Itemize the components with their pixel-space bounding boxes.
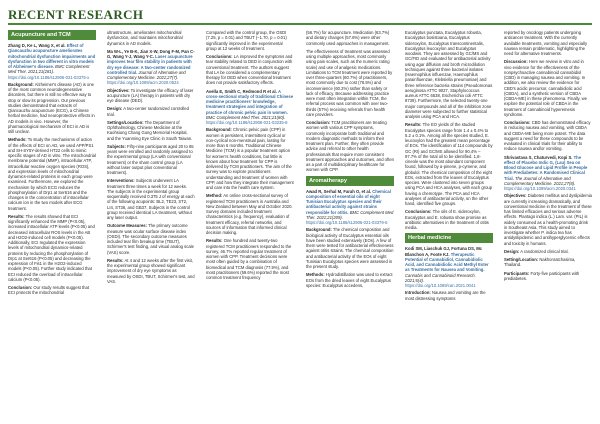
para-text: The chemical composition and biological activity of Eucalyptus essential oils have been studied extensively (EOs). A few of them were tested for antibacterial effectiveness against otitis strains. The chemical composition and antibacterial activity of the EOs of eight Tunisian Eucalyptus species were assessed in the present study. xyxy=(306,227,394,269)
ref-authors: Shrivastava S, Chaturvedi, Kopi S. xyxy=(504,154,573,160)
ref-title[interactable]: Chemical composition of essential oils of eight Tunisian Eucalyptus species and their antibacterial activity against strains responsible for otitis. xyxy=(306,188,391,215)
para-label: Settings/Location: xyxy=(107,119,144,125)
para-label: Results: xyxy=(8,213,25,219)
para-text: To study the mechanisms of action of the effects of ECI on AD, we used APP/PS1 and SH-SY5Y-derived HT22 cells to mimic specific stages of AD in vitro. The mitochondrial membrane potential (MMP), intracellular ATP, intracellular reactive oxygen species (ROS), and expression levels of mitochondrial dynamics-related proteins in each group were examined. Furthermore, we explored the mechanism by which ECG reduces the phosphorylation of Drp1 at Ser616 and the changes in the concentration of intracellular calcium ion in the two models after ECG treatment. xyxy=(8,137,96,211)
ref-source: BMC Complement Med Ther. 2021;21(80). xyxy=(206,114,286,120)
abstract-paragraph xyxy=(107,144,195,176)
page-title: RECENT RESEARCH xyxy=(8,7,144,22)
ref-source: Journal of Alternative and Complementary Medicine. 2021;27(7). xyxy=(107,69,186,80)
para-label: Design: xyxy=(504,248,520,254)
para-label: Design: xyxy=(107,106,123,112)
para-label: Conclusion: xyxy=(8,285,33,290)
para-text: The EO yields of the studied Eucalyptus species range from 1.4 ± 0.4% to 5.2 ± 0.1%. Among all the species studied, E. leucoxylon had the greatest mean percentage of EOs. The identification of 114 compounds by GC (RI) and GC/MS allowed for 90.4% – 97.7% of the total oil to be identified. 1,8-cineole was the most abundant component found, followed by α-pinene, p-cymene, and globulol. The chemical composition of the eight EOs, extracted from the leaves of Eucalyptus species. Were clustered into seven groups using PCA and HCA analyses, with each group having a chemotype. The PCA and HCA analyses of antibacterial activity, on the other hand, identified five groups. xyxy=(405,122,493,206)
para-label: Conclusions: xyxy=(206,54,233,59)
abstract-paragraph xyxy=(8,137,96,211)
para-text: Eucalyptus punctata, Eucalyptus robusta, Eucalyptus bosistoana, Eucalyptus sideroxylon, Eucalyptus transcontinentalis, Eucalyptus leucoxylon and Eucalyptus woodwis. They are assessed by GC/MS and GC/FID and evaluated for antibacterial activity using agar diffusion and broth microdilution techniques against three bacterial isolates (Haemophilus influenzae, Haemophilus parainfluenzae, Klebsiella pneumoniae) and three reference bacteria strains (Pseudomonas aeruginosa ATTC 9027, Staphylococcus aureus ATTC 6538, Escherichia coli ATTC 8739). Furthermore, the selected twenty-one major compounds and all of the inhibition zone diameter were subjected to further statistical analysis using PCA and HCA. xyxy=(405,30,493,119)
para-label: Results: xyxy=(107,257,124,263)
para-text: A randomized clinical trial. xyxy=(519,248,569,254)
abstract-paragraph xyxy=(206,238,294,280)
ref-doi-link[interactable]: https://doi.org/10.1186/s12906-021-03235-8 xyxy=(206,120,288,125)
abstract-paragraph xyxy=(107,106,195,117)
para-text: Hydrodistillation was used to extract EOs from the dried leaves of eight Eucalyptus species: Eucalyptus accedens, xyxy=(306,272,393,288)
para-label: Background: xyxy=(8,81,34,87)
para-label: Discussion: xyxy=(504,59,528,65)
para-text: An online cross-sectional survey of registered TCM practitioners in Australia and New Zealand between May and October 2020. Survey domains included treatment characteristics (e.g. frequency), evaluation of treatment efficacy, referral networks, and sources of information that informed clinical decision making. xyxy=(206,193,293,235)
reference-citation xyxy=(8,43,96,80)
para-text: The Department of Ophthalmology, Chinese Medicine at the Kaohsiung Chang Gung Memorial Hospital, and the Yuanming Eye Clinic in South Taiwan. xyxy=(107,119,193,141)
para-text: CBD has demonstrated efficacy in reducing nausea and vomiting, with CBDA and CBDA-ME being more potent. The data suggest a need for these compounds to be evaluated in clinical trials for their ability to reduce nausea and/or vomiting. xyxy=(504,120,591,152)
abstract-paragraph xyxy=(504,257,592,268)
ref-title[interactable]: Effect of Qiancauzhu acupuncture ameliorates mitochondrial dysfunction impairments and dysfunction in two different in vitro models of Alzheimer's disease. xyxy=(8,43,96,69)
ref-authors: Awad R, Serhal M, Farah O, et al. xyxy=(306,188,372,194)
abstract-paragraph xyxy=(107,178,195,220)
page-header xyxy=(8,6,592,26)
para-label: Objectives: xyxy=(504,193,527,199)
column-5 xyxy=(405,30,493,420)
para-label: Outcome Measures: xyxy=(107,223,148,229)
para-text: At 4 and 12 weeks after the first visit, the experimental group showed significant improvement of dry eye symptoms as measured by OSDI, TBUT, Schirmer's test, and VAS. xyxy=(107,257,195,284)
abstract-paragraph xyxy=(306,272,394,288)
para-text: reported by oncology patients undergoing anticancer treatment. With the currently available treatments, vomiting and especially nausea remain problematic, highlighting the need for alternative treatments. xyxy=(504,30,588,56)
abstract-paragraph xyxy=(8,82,96,135)
para-text: The results showed that ECI significantly enhanced the MMP (P<0.05), increased intracellular ATP levels (P<0.05) and decreased intracellular ROS levels in the AB and H2O2-induced cell models (P<0.05). Additionally, ECI regulated the expression levels of mitochondrial dynamics-related proteins by reducing the phosphorylation of Drp1 at Ser616 (P<0.05) and decreasing the expression of Fis1 in the H2O2-induced models (P<0.05). Further study indicated that ECI reduced the overload of intracellular calcium (P<0.05). xyxy=(8,213,95,282)
para-label: Objectives: xyxy=(107,87,130,93)
section-bar-herbal-medicine: Herbal medicine xyxy=(405,233,493,243)
ref-authors: Ma W-L, Ye B-K, Jian X-W, Dong F-M, Pan C-G, Wang Y-J, Wang Y-C. xyxy=(107,48,195,59)
column-1 xyxy=(8,30,96,420)
column-4 xyxy=(306,30,394,420)
para-text: Diabetes mellitus and dyslipidemia are currently increasing dramatically, and conventional medicine in the treatment of these has limited efficacies and serious adverse effects. Plantago indica (L.) Lam. var. (PIL) is widely consumed as a health-promoting drink in Southeast Asia. This study aimed to investigate whether P. indica tea has antidyslipidemic and antihyperglycemic effects and toxicity in humans. xyxy=(504,193,592,246)
para-label: Conclusions: xyxy=(405,209,432,215)
para-label: Subjects: xyxy=(107,143,126,149)
column-6 xyxy=(504,30,592,420)
para-text: Compared with the control group, the OSDI (7.25, p = 0.01) and TBUT (−1.70, p = 0.01) significantly improved in the experimental group at 12 weeks of treatment. xyxy=(206,30,287,51)
abstract-paragraph xyxy=(504,59,592,117)
para-label: Participants: xyxy=(504,270,530,276)
para-label: Method: xyxy=(206,193,223,199)
para-text: Here we review in vitro and in vivo evidence for the effectiveness of the nonpsychoactive cannabinoid cannabidiol (CBD) in managing nausea and vomiting. In addition, we also review the evidence for CBD's acidic precursor, cannabidiolic acid (CBDA), and a synthetic version of CBDA (CBDA-ME) in these phenomena. Finally, we explore the potential role of CBDA in the treatment of cannabinoid hyperemesis syndrome. xyxy=(504,59,588,117)
para-text: Nausea and vomiting are the most distressing symptoms xyxy=(405,290,486,301)
para-text: LA improved the symptoms and tear stability related to DED in conjunction with conventional treatment. The authors suggest that LA be considered a complementary therapy for DED when conventional treatment does not provide satisfactory effects. xyxy=(206,54,293,86)
ref-source: BMC Complement Med Ther. 2021;21(209). xyxy=(306,209,394,220)
para-text: The primary outcome measure was ocular surface disease index (OSDI). The secondary outcome measures included tear film breakup time (TBUT), Schirmer's test finding, and visual analog scale (VAS) score. xyxy=(107,223,194,255)
ref-source: Cannabis and Cannabinoid Research. 2021;6(4). xyxy=(405,272,476,283)
para-text: Alzheimer's disease (AD) is one of the most common neurodegenerative disorders, but there is still no effective way to stop or slow its progression. Our previous studies demonstrated that extracts of Qiancauzhu acupuncture (ECG), a Chinese herbal medicine, had neuroprotective effects in AD models in vivo. However, the pharmacological mechanism of ECI in AD is still unclear. xyxy=(8,81,95,134)
abstract-paragraph xyxy=(8,214,96,282)
column-3 xyxy=(206,30,294,420)
reference-citation xyxy=(405,246,493,288)
ref-title[interactable]: Therapeutic Potential of Cannabidiol, Cannabidiolic Acid, and Cannabidiolic Acid Methyl Ester as Treatments for Nausea and Vomiting. xyxy=(405,251,489,273)
ref-source: BMC Complement Med Ther. 2021;21(281). xyxy=(8,64,90,75)
column-2 xyxy=(107,30,195,420)
para-label: Conclusion: xyxy=(306,120,331,125)
abstract-paragraph xyxy=(405,209,493,230)
para-text: One hundred and twenty-two registered TCM practitioners responded to the survey, 46.7% reported regular treatment of women with CPP. Treatment decisions were most often guided by a combination of biomedical and TCM diagnosis (77.9%), and most practitioners (59.6%) reported the most common treatment frequency xyxy=(206,238,292,280)
abstract-paragraph xyxy=(306,49,394,117)
reference-citation xyxy=(504,155,592,192)
abstract-paragraph xyxy=(107,223,195,255)
section-bar-acupuncture: Acupuncture and TCM xyxy=(8,30,96,40)
ref-doi-link[interactable]: https://doi.org/10.1089/can.2021.0041 xyxy=(405,283,476,288)
para-label: Background: xyxy=(306,227,332,233)
ref-doi-link[interactable]: https://doi.org/10.1089/acm.2020.0524 xyxy=(107,80,179,86)
para-label: Introduction: xyxy=(405,290,431,296)
ref-title[interactable]: The effect of Placebo Indic G, (Lau) Sea on Blood Glucose and Lipid Profile in People with Prediabetes: A Randomised Clinical Trial. xyxy=(504,154,588,181)
abstract-paragraph xyxy=(107,30,195,46)
para-text: (56.7%) for acupuncture. Medication (63.7%) and dietary changes (57.6%) were other commonly used approaches in management. xyxy=(306,30,390,46)
para-label: Results: xyxy=(405,122,422,128)
section-bar-aromatherapy: Aromatherapy xyxy=(306,176,394,186)
ref-authors: Zhang D, Ke L, Wang X, et al. xyxy=(8,43,66,48)
header-rule xyxy=(8,23,592,25)
reference-citation xyxy=(206,89,294,126)
abstract-paragraph xyxy=(504,193,592,246)
para-label: Background: xyxy=(206,127,232,133)
abstract-paragraph xyxy=(306,30,394,46)
para-text: Nakhonratchasima, Thailand. xyxy=(504,257,576,268)
abstract-paragraph xyxy=(206,127,294,190)
reference-citation xyxy=(306,189,394,226)
para-text: A two-center randomized controlled trial. xyxy=(107,106,189,117)
abstract-paragraph xyxy=(206,54,294,86)
abstract-paragraph xyxy=(306,227,394,269)
para-text: Fifty-nine participants aged 20 to 65 years were enrolled and randomly assigned to the experimental group (LA with conventional treatment) or the sham control group (LA without laser output plus conventional treatment). xyxy=(107,143,194,175)
para-text: Chronic pelvic pain (CPP) in women is persistent, intermittent cyclical or non-cyclical non-menstrual pain, lasting for more than 6 months. Traditional Chinese Medicine (TCM) is a popular treatment option for women's health conditions, but little is known about how treatment for CPP is delivered by TCM practitioners. The aim of the survey was to explore practitioners understanding and treatment of women with CPP, and how they integrate their management and care into the health care system. xyxy=(206,127,294,190)
para-text: The oils of E. sideroxylon, Eucalyptus and E. robusta show promise as antibiotic alternatives in the treatment of otitis media. xyxy=(405,209,489,230)
para-label: Conclusions: xyxy=(504,120,531,125)
para-text: The effectiveness of treatment was assessed using multiple approaches, most commonly using pain scales, such as the numeric rating scale) and use of analgesic medications. Limitations to TCM treatment were reported by over three-quarters (60.7%) of practitioners, most commonly due to cost (76.5%) and inconvenience (60.2%) rather than safety or lack of efficacy. Because addressing practice were most often integration within TCM, the referral process was common with over two-thirds (57%) receiving referrals from health care providers. xyxy=(306,48,393,117)
abstract-paragraph xyxy=(8,285,96,296)
para-label: Setting/Location: xyxy=(504,257,539,262)
abstract-paragraph xyxy=(405,290,493,301)
abstract-paragraph xyxy=(405,122,493,206)
abstract-paragraph xyxy=(504,30,592,56)
abstract-paragraph xyxy=(206,30,294,51)
abstract-paragraph xyxy=(504,271,592,282)
abstract-paragraph xyxy=(107,258,195,284)
para-text: To investigate the efficacy of laser acupuncture (LA) therapy in patients with dry eye disease (DED). xyxy=(107,87,194,103)
abstract-paragraph xyxy=(107,120,195,141)
ref-title[interactable]: A cross-sectional study of traditional Chinese medicine practitioners' knowledge, treatment strategies and integration of practice of chronic pelvic pain in women. xyxy=(206,88,294,115)
ref-title[interactable]: Laser acupuncture improves tear film stability in patients with dry eye disease: A two-center randomized controlled trial. xyxy=(107,54,193,75)
para-text: Our study results suggest that ECI protects the mitochondrial xyxy=(8,285,89,296)
ref-doi-link[interactable]: https://doi.org/10.1186/s12906-021-03379-5 xyxy=(306,220,388,225)
abstract-paragraph xyxy=(206,193,294,235)
para-label: Results: xyxy=(206,238,223,244)
ref-doi-link[interactable]: https://doi.org/10.1186/s12906-021-03375-x xyxy=(8,74,90,80)
abstract-paragraph xyxy=(504,120,592,152)
para-text: ultrastructure, ameliorates mitochondrial dysfunction, and maintains mitochondrial dynamics in AD models. xyxy=(107,30,183,46)
para-text: TCM practitioners are treating women with various CPP symptoms, commonly incorporate both traditional and modern diagnostic methods to inform their treatment plan. Further, they often provide advice and referral to other health professionals that require more consistent treatment approaches and outcomes, and often as a part of multidisciplinary healthcare for women with CPP. xyxy=(306,120,394,173)
para-label: Methods: xyxy=(8,137,27,143)
ref-authors: Kodi SM, Liaschuk GJ, Fortuna DS, Mc Blanchon A, Foote KJ. xyxy=(405,246,483,257)
para-text: Forty-five participants with prediabetes. xyxy=(504,270,580,281)
para-label: Interventions: xyxy=(107,178,135,184)
para-label: Methods: xyxy=(306,272,325,278)
ref-source: The Journal of Alternative and Complementary Medicine. 2021;27(8). xyxy=(504,175,576,186)
abstract-paragraph xyxy=(107,88,195,104)
ref-authors: Avella E, Smith C, Redmond R et al. xyxy=(206,88,277,94)
abstract-paragraph xyxy=(504,249,592,254)
abstract-paragraph xyxy=(306,120,394,173)
ref-doi-link[interactable]: https://doi.org/10.1089/acm.2020.0341 xyxy=(504,186,576,191)
reference-citation xyxy=(107,49,195,86)
para-text: Subjects underwent LA treatment three times a week for 12 weeks. The subjects in the experimental group sequentially received 0.375 J of energy at each of the following acupoints: BL2, TE23, ST2, LI4, ST36, and GB37. Subjects in the control group received identical LA treatment, without any laser output. xyxy=(107,178,195,220)
abstract-paragraph xyxy=(405,30,493,119)
